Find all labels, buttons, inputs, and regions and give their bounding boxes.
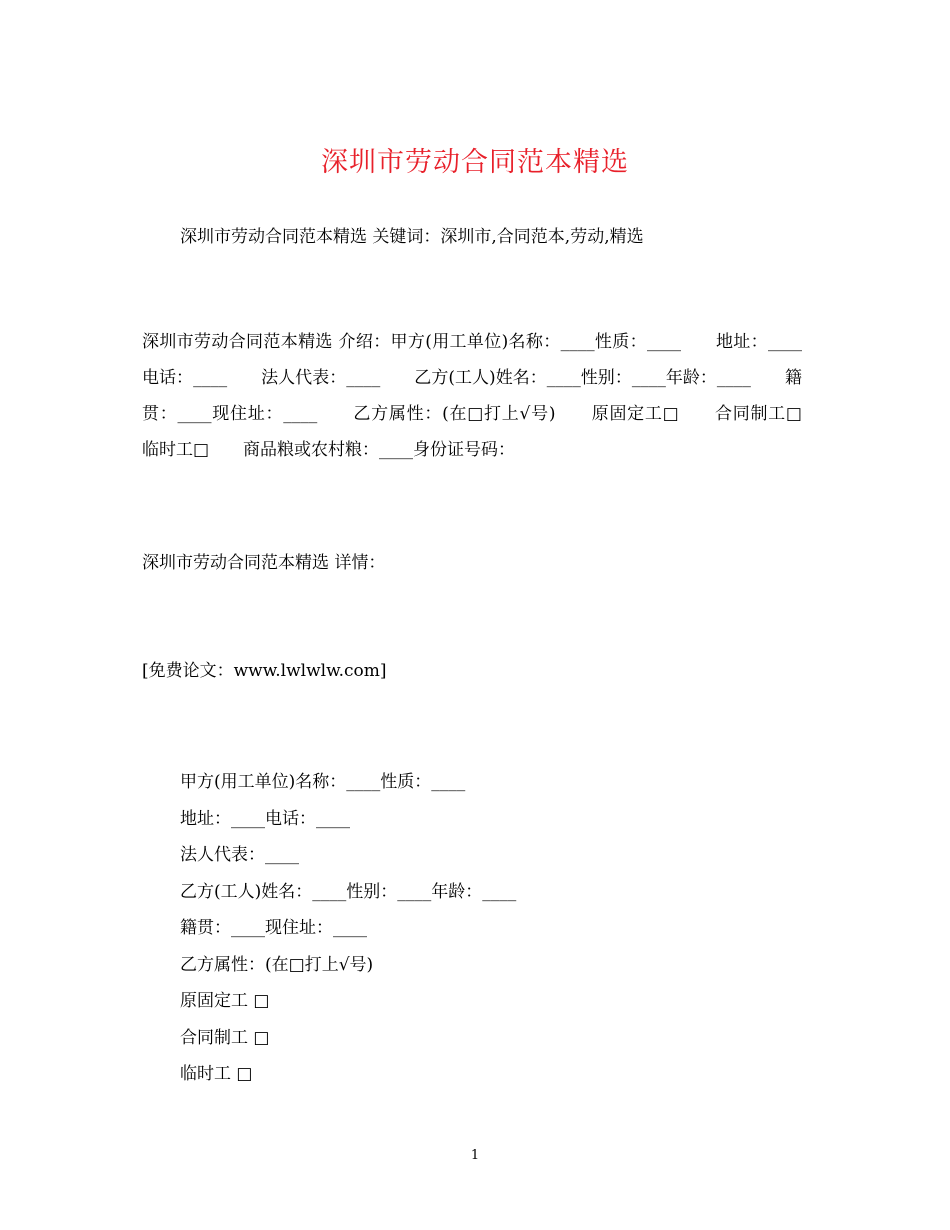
field-permanent-worker: 原固定工 □	[180, 991, 270, 1011]
free-paper-note: [免费论文：www.lwlwlw.com]	[142, 661, 387, 681]
field-native-place-residence: 籍贯：____现住址：____	[180, 918, 367, 938]
field-contract-worker: 合同制工 □	[180, 1027, 270, 1048]
field-party-b-attribute: 乙方属性：(在□打上√号)	[180, 954, 374, 975]
page-number: 1	[470, 1148, 480, 1163]
field-address-phone: 地址：____电话：____	[180, 808, 350, 829]
keywords-line: 深圳市劳动合同范本精选 关键词：深圳市,合同范本,劳动,精选	[180, 227, 644, 247]
details-heading: 深圳市劳动合同范本精选 详情：	[142, 553, 386, 573]
field-party-a-name: 甲方(用工单位)名称：____性质：____	[180, 772, 466, 792]
field-temporary-worker: 临时工 □	[180, 1064, 253, 1084]
document-title: 深圳市劳动合同范本精选	[321, 147, 629, 178]
field-legal-representative: 法人代表：____	[180, 845, 299, 865]
field-party-b-name: 乙方(工人)姓名：____性别：____年龄：____	[180, 881, 517, 902]
intro-paragraph: 深圳市劳动合同范本精选 介绍：甲方(用工单位)名称：____性质：____ 地址：____电话：____ 法人代表：____ 乙方(工人)姓名：____性别：____年龄：____ 籍贯：____现住址：____ 乙方属性：(在□打上√号) 原固定工□ 合同制工□ 临时工□ 商品粮或农村粮：____身份证号码：	[142, 332, 836, 460]
contract-fields-list	[180, 764, 516, 1093]
